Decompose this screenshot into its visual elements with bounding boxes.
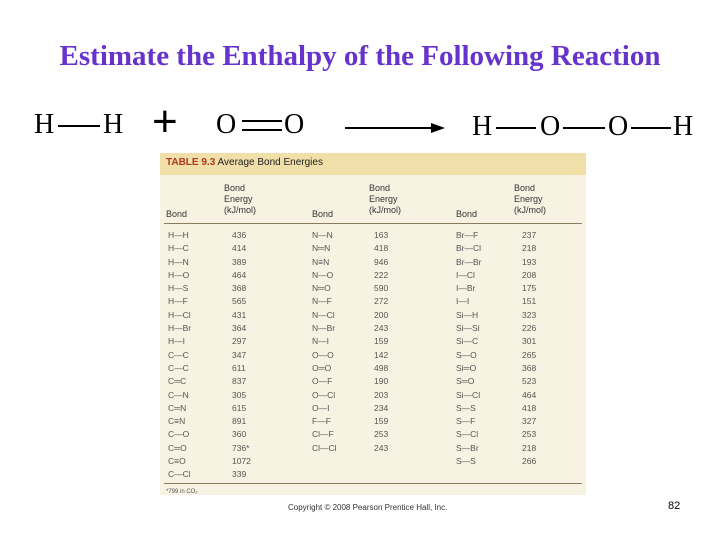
col-header-bond-1: Bond <box>166 209 188 219</box>
bond-cell: S—Br <box>456 442 479 453</box>
energy-cell: 323 <box>522 309 537 320</box>
bond-cell: C—Cl <box>168 469 191 480</box>
reactant1-atom-2: H <box>103 109 124 140</box>
bond-cell: O—O <box>312 349 334 360</box>
table-number: TABLE 9.3 <box>166 157 216 168</box>
energy-cell: 389 <box>232 256 247 267</box>
bond-cell: N—I <box>312 336 329 347</box>
page-number: 82 <box>668 500 681 512</box>
energy-cell: 237 <box>522 230 537 240</box>
bond-cell: S—F <box>456 416 476 427</box>
energy-cell: 305 <box>232 389 247 400</box>
bond-cell: I—Cl <box>456 269 475 280</box>
header-divider <box>164 223 582 224</box>
bond-cell: Si═O <box>456 362 477 373</box>
bond-cell: O—Cl <box>312 389 336 400</box>
reactant2-atom-1: O <box>216 109 237 140</box>
bond-cell: N—Br <box>312 323 336 334</box>
col-header-bond-3: Bond <box>456 209 478 219</box>
col-header-energy-1: Bond Energy (kJ/mol) <box>224 183 256 215</box>
bond-cell: C—N <box>168 389 189 400</box>
energy-cell: 253 <box>374 429 389 440</box>
energy-column-1 <box>232 229 251 482</box>
energy-cell: 301 <box>522 336 537 347</box>
bond-cell: O═O <box>312 362 332 373</box>
bond-cell: I—Br <box>456 283 476 294</box>
table-footnote: *799 in CO₂ <box>166 489 198 495</box>
energy-cell: 611 <box>232 362 246 373</box>
double-bond-line-top <box>242 120 282 122</box>
energy-cell: 265 <box>522 349 537 360</box>
bond-cell: N═N <box>312 243 331 254</box>
energy-cell: 142 <box>374 349 389 360</box>
energy-cell: 418 <box>522 402 537 413</box>
energy-cell: 200 <box>374 309 389 320</box>
energy-cell: 297 <box>232 336 247 347</box>
energy-cell: 243 <box>374 442 389 453</box>
plus-sign: + <box>152 97 178 146</box>
bond-cell: S—O <box>456 349 477 360</box>
energy-cell: 208 <box>522 269 537 280</box>
bond-cell: H—C <box>168 243 189 254</box>
energy-cell: 327 <box>522 416 537 427</box>
bond-cell: N≡N <box>312 256 330 267</box>
bond-cell: H—S <box>168 283 189 294</box>
bond-cell: H—Br <box>168 323 192 334</box>
bond-cell: C≡O <box>168 456 186 467</box>
energy-cell: 590 <box>374 283 389 294</box>
copyright-notice: Copyright © 2008 Pearson Prentice Hall, Inc. <box>288 503 448 512</box>
energy-cell: 266 <box>522 456 537 467</box>
energy-cell: 222 <box>374 269 389 280</box>
bond-cell: O—I <box>312 402 330 413</box>
table-header-bar <box>160 153 586 175</box>
single-bond-line <box>58 125 100 127</box>
energy-cell: 368 <box>232 283 247 294</box>
double-bond-line-bottom <box>242 129 282 131</box>
energy-cell: 272 <box>374 296 389 307</box>
energy-cell: 736* <box>232 442 250 453</box>
energy-cell: 364 <box>232 323 247 334</box>
bond-cell: Br—Cl <box>456 243 482 254</box>
col-header-bond-2: Bond <box>312 209 334 219</box>
bond-cell: I—I <box>456 296 470 307</box>
bond-cell: Si—Si <box>456 323 480 334</box>
bond-cell: N═O <box>312 283 331 294</box>
col-header-energy-2: Bond Energy (kJ/mol) <box>369 183 401 215</box>
bond-cell: S—Cl <box>456 429 479 440</box>
bond-cell: H—F <box>168 296 188 307</box>
energy-cell: 159 <box>374 416 389 427</box>
energy-cell: 368 <box>522 362 537 373</box>
energy-cell: 565 <box>232 296 247 307</box>
energy-cell: 414 <box>232 243 247 254</box>
bond-column-3 <box>456 229 482 468</box>
bond-cell: S—S <box>456 456 476 467</box>
energy-cell: 464 <box>522 389 537 400</box>
bond-cell: C═C <box>168 376 187 387</box>
product-bond-3 <box>631 127 671 129</box>
bond-cell: S—S <box>456 402 476 413</box>
bond-energy-table <box>160 153 586 495</box>
bond-cell: Si—Cl <box>456 389 481 400</box>
bond-cell: C—C <box>168 349 189 360</box>
bond-cell: H—O <box>168 269 190 280</box>
bond-cell: Br—F <box>456 230 479 240</box>
table-title <box>166 157 323 168</box>
bond-cell: H—N <box>168 256 189 267</box>
energy-cell: 1072 <box>232 456 251 467</box>
bond-column-1 <box>168 229 191 482</box>
bond-cell: Si—H <box>456 309 479 320</box>
bond-cell: H—H <box>168 230 189 240</box>
bond-cell: C═N <box>168 402 187 413</box>
slide-title: Estimate the Enthalpy of the Following Reaction <box>59 40 661 72</box>
energy-cell: 218 <box>522 243 537 254</box>
energy-cell: 175 <box>522 283 537 294</box>
bond-cell: Br—Br <box>456 256 482 267</box>
table-caption: Average Bond Energies <box>217 157 323 168</box>
col-header-energy-3: Bond Energy (kJ/mol) <box>514 183 546 215</box>
energy-cell: 431 <box>232 309 247 320</box>
energy-cell: 464 <box>232 269 247 280</box>
bond-cell: S═O <box>456 376 475 387</box>
product-atom-4: H <box>673 111 694 142</box>
energy-cell: 891 <box>232 416 247 427</box>
bond-cell: Cl—F <box>312 429 334 440</box>
bond-cell: C—O <box>168 429 190 440</box>
energy-cell: 203 <box>374 389 389 400</box>
energy-cell: 193 <box>522 256 537 267</box>
energy-cell: 837 <box>232 376 247 387</box>
reactant2-atom-2: O <box>284 109 305 140</box>
bond-cell: N—N <box>312 230 333 240</box>
bond-cell: N—Cl <box>312 309 335 320</box>
bond-cell: Si—C <box>456 336 479 347</box>
energy-cell: 418 <box>374 243 389 254</box>
energy-cell: 615 <box>232 402 247 413</box>
bond-cell: N—F <box>312 296 332 307</box>
energy-cell: 243 <box>374 323 389 334</box>
energy-cell: 360 <box>232 429 247 440</box>
bond-cell: C≡N <box>168 416 186 427</box>
reaction-arrow-icon <box>345 123 445 133</box>
energy-cell: 226 <box>522 323 537 334</box>
bond-cell: N—O <box>312 269 334 280</box>
energy-cell: 436 <box>232 230 247 240</box>
product-atom-2: O <box>540 111 561 142</box>
energy-cell: 347 <box>232 349 247 360</box>
footer-divider <box>164 483 582 484</box>
bond-cell: C—C <box>168 362 189 373</box>
energy-cell: 946 <box>374 256 389 267</box>
energy-cell: 190 <box>374 376 389 387</box>
product-atom-1: H <box>472 111 493 142</box>
energy-cell: 339 <box>232 469 247 480</box>
energy-cell: 523 <box>522 376 537 387</box>
bond-cell: C═O <box>168 442 187 453</box>
product-bond-1 <box>496 127 536 129</box>
bond-cell: H—Cl <box>168 309 191 320</box>
energy-column-2 <box>374 229 388 455</box>
bond-cell: H—I <box>168 336 185 347</box>
energy-cell: 151 <box>522 296 537 307</box>
energy-cell: 218 <box>522 442 537 453</box>
energy-cell: 159 <box>374 336 389 347</box>
energy-cell: 234 <box>374 402 389 413</box>
energy-column-3 <box>522 229 536 468</box>
energy-cell: 163 <box>374 230 389 240</box>
reactant1-atom-1: H <box>34 109 55 140</box>
bond-cell: F—F <box>312 416 331 427</box>
bond-cell: Cl—Cl <box>312 442 337 453</box>
product-bond-2 <box>563 127 605 129</box>
bond-column-2 <box>312 229 337 455</box>
product-atom-3: O <box>608 111 629 142</box>
energy-cell: 498 <box>374 362 389 373</box>
bond-cell: O—F <box>312 376 333 387</box>
energy-cell: 253 <box>522 429 537 440</box>
